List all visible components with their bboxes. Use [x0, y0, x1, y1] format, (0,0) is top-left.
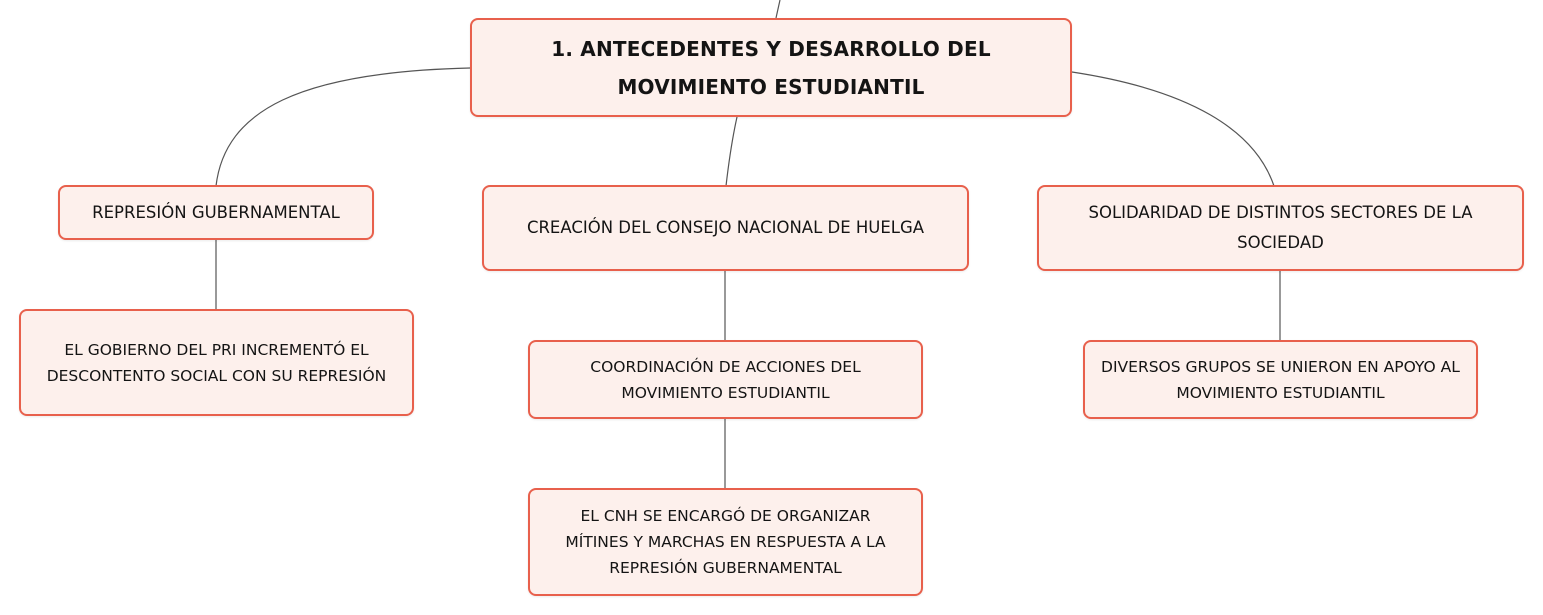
node-gobierno-pri-label: EL GOBIERNO DEL PRI INCREMENTÓ EL DESCONTENTO SOCIAL CON SU REPRESIÓN	[46, 340, 387, 385]
node-coordinacion-acciones-label: COORDINACIÓN DE ACCIONES DEL MOVIMIENTO ESTUDIANTIL	[590, 357, 861, 402]
node-solidaridad-sectores-label: SOLIDARIDAD DE DISTINTOS SECTORES DE LA SOCIEDAD	[1088, 203, 1473, 252]
node-diversos-grupos[interactable]	[1083, 340, 1478, 419]
connector-root-to-represion	[216, 68, 470, 186]
node-coordinacion-acciones[interactable]	[528, 340, 923, 419]
node-represion-gubernamental-label: REPRESIÓN GUBERNAMENTAL	[92, 202, 340, 222]
node-gobierno-pri[interactable]	[19, 309, 414, 416]
root-node-label: 1. ANTECEDENTES Y DESARROLLO DEL MOVIMIENTO ESTUDIANTIL	[551, 36, 991, 99]
connector-root-to-solidaridad	[1072, 72, 1274, 186]
node-represion-gubernamental[interactable]	[58, 185, 374, 240]
node-solidaridad-sectores[interactable]	[1037, 185, 1524, 271]
node-diversos-grupos-label: DIVERSOS GRUPOS SE UNIERON EN APOYO AL MOVIMIENTO ESTUDIANTIL	[1101, 357, 1460, 402]
connector-root-to-cnh	[726, 117, 737, 186]
node-cnh-organizar[interactable]	[528, 488, 923, 596]
connector-root-parent	[776, 0, 780, 18]
root-node[interactable]	[470, 18, 1072, 117]
node-cnh-organizar-label: EL CNH SE ENCARGÓ DE ORGANIZAR MÍTINES Y MARCHAS EN RESPUESTA A LA REPRESIÓN GUBERNAMENTAL	[565, 507, 886, 577]
node-creacion-cnh-label: CREACIÓN DEL CONSEJO NACIONAL DE HUELGA	[526, 218, 925, 237]
node-creacion-cnh[interactable]	[482, 185, 969, 271]
